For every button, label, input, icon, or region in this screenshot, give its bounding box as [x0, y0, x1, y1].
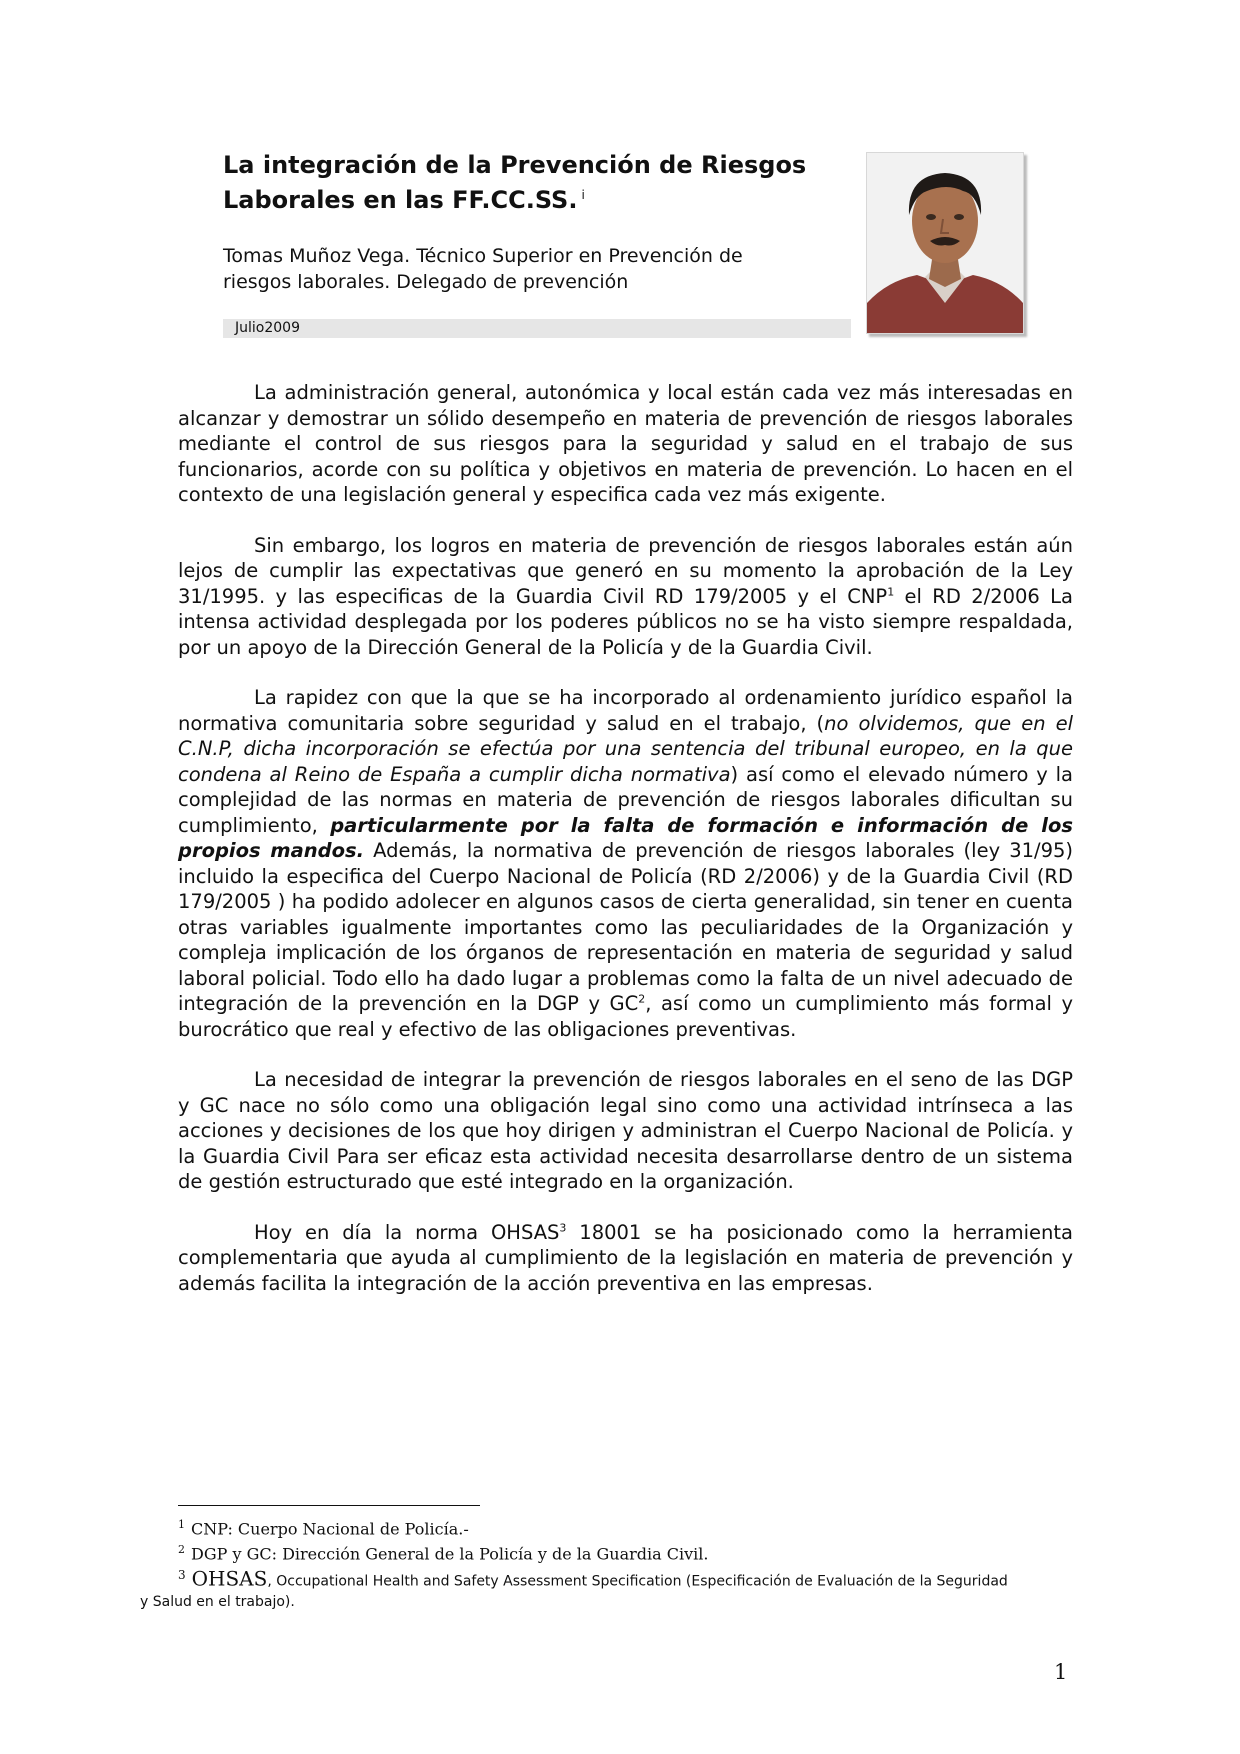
- footnote-1-text: CNP: Cuerpo Nacional de Policía.-: [191, 1519, 469, 1539]
- paragraph-2: [178, 533, 1073, 661]
- paragraph-5-text-a: Hoy en día la norma OHSAS: [254, 1220, 560, 1244]
- footnotes: [140, 1514, 1075, 1613]
- author-block: [223, 243, 823, 295]
- page-title: [223, 150, 863, 215]
- paragraph-2-text-b: el RD 2/2006 La intensa actividad desplegada por los poderes públicos no se ha visto siempre respaldada, por un apoyo de la Dirección General de la Policía y de la Guardia Civil.: [178, 584, 1073, 659]
- date-text: Julio2009: [235, 320, 300, 336]
- paragraph-3-italic: no olvidemos, que en el C.N.P, dicha incorporación se efectúa por una sentencia del tribunal europeo, en la que condena al Reino de España a cumplir dicha normativa: [178, 711, 1073, 786]
- article-body: [178, 380, 1073, 1321]
- footnote-2-text: DGP y GC: Dirección General de la Policía y de la Guardia Civil.: [191, 1544, 709, 1564]
- author-portrait-icon: [867, 153, 1023, 333]
- paragraph-3-text-c: Además, la normativa de prevención de riesgos laborales (ley 31/95) incluido la especifica del Cuerpo Nacional de Policía (RD 2/2006) y de la Guardia Civil (RD 179/2005 ) ha podido adolecer en algunos casos de cierta generalidad, sin tener en cuenta otras variables igualmente importantes como las peculiaridades de la Organización y compleja implicación de los órganos de representación en materia de seguridad y salud laboral policial. Todo ello ha dado lugar a problemas como la falta de un nivel adecuado de integración de la prevención en la DGP y GC: [178, 839, 1074, 1015]
- footnote-3-label: OHSAS: [191, 1565, 268, 1590]
- footnote-3-continuation: y Salud en el trabajo).: [140, 1593, 295, 1610]
- paragraph-3-bold: particularmente por la falta de formación e información de los propios mandos.: [178, 813, 1073, 862]
- footnote-1: [140, 1514, 1075, 1539]
- paragraph-4-text: La necesidad de integrar la prevención de riesgos laborales en el seno de las DGP y GC nace no sólo como una obligación legal sino como una actividad intrínseca a las acciones y decisiones de los que hoy dirigen y administran el Cuerpo Nacional de Policía. y la Guardia Civil Para ser eficaz esta actividad necesita desarrollarse dentro de un sistema de gestión estructurado que esté integrado en la organización.: [178, 1068, 1073, 1193]
- author-line-1: Tomas Muñoz Vega. Técnico Superior en Prevención de: [223, 245, 743, 267]
- date-bar: [223, 319, 851, 338]
- footnote-divider: [178, 1505, 480, 1506]
- paragraph-3: [178, 685, 1073, 1042]
- author-line-2: riesgos laborales. Delegado de prevención: [223, 271, 629, 293]
- paragraph-3-text-b: ) así como el elevado número y la complejidad de las normas en materia de prevención de riesgos laborales dificultan su cumplimiento,: [178, 762, 1073, 837]
- paragraph-5: [178, 1220, 1073, 1297]
- title-endnote-marker: i: [581, 188, 585, 202]
- footnote-2-number: 2: [178, 1543, 185, 1557]
- paragraph-1-text: La administración general, autonómica y local están cada vez más interesadas en alcanzar y demostrar un sólido desempeño en materia de prevención de riesgos laborales mediante el control de sus riesgos para la seguridad y salud en el trabajo de sus funcionarios, acorde con su política y objetivos en materia de prevención. Lo hacen en el contexto de una legislación general y especifica cada vez más exigente.: [178, 381, 1073, 506]
- title-text: La integración de la Prevención de Riesgos Laborales en las FF.CC.SS.: [223, 151, 807, 214]
- footnote-3: [140, 1565, 1075, 1592]
- paragraph-1: [178, 380, 1073, 508]
- footnote-ref-2: 2: [638, 992, 646, 1006]
- footnote-1-number: 1: [178, 1518, 185, 1531]
- footnote-ref-3: 3: [559, 1221, 567, 1234]
- paragraph-3-text-a: La rapidez con que la que se ha incorporado al ordenamiento jurídico español la normativa comunitaria sobre seguridad y salud en el trabajo, (: [178, 686, 1073, 735]
- footnote-ref-1: 1: [887, 585, 895, 598]
- page-number: 1: [1054, 1660, 1068, 1684]
- paragraph-5-text-b: 18001 se ha posicionado como la herramienta complementaria que ayuda al cumplimiento de la legislación en materia de prevención y además facilita la integración de la acción preventiva en las empresas.: [178, 1220, 1073, 1295]
- footnote-2: [140, 1539, 1075, 1564]
- author-photo: [866, 152, 1024, 334]
- footnote-3-text: , Occupational Health and Safety Assessment Specification (Especificación de Evaluación de la Seguridad: [267, 1572, 1008, 1589]
- footnote-3-number: 3: [178, 1567, 186, 1582]
- paragraph-3-text-d: , así como un cumplimiento más formal y burocrático que real y efectivo de las obligaciones preventivas.: [178, 992, 1074, 1041]
- paragraph-4: [178, 1067, 1073, 1195]
- paragraph-2-text-a: Sin embargo, los logros en materia de prevención de riesgos laborales están aún lejos de cumplir las expectativas que generó en su momento la aprobación de la Ley 31/1995. y las especificas de la Guardia Civil RD 179/2005 y el CNP: [178, 533, 1073, 608]
